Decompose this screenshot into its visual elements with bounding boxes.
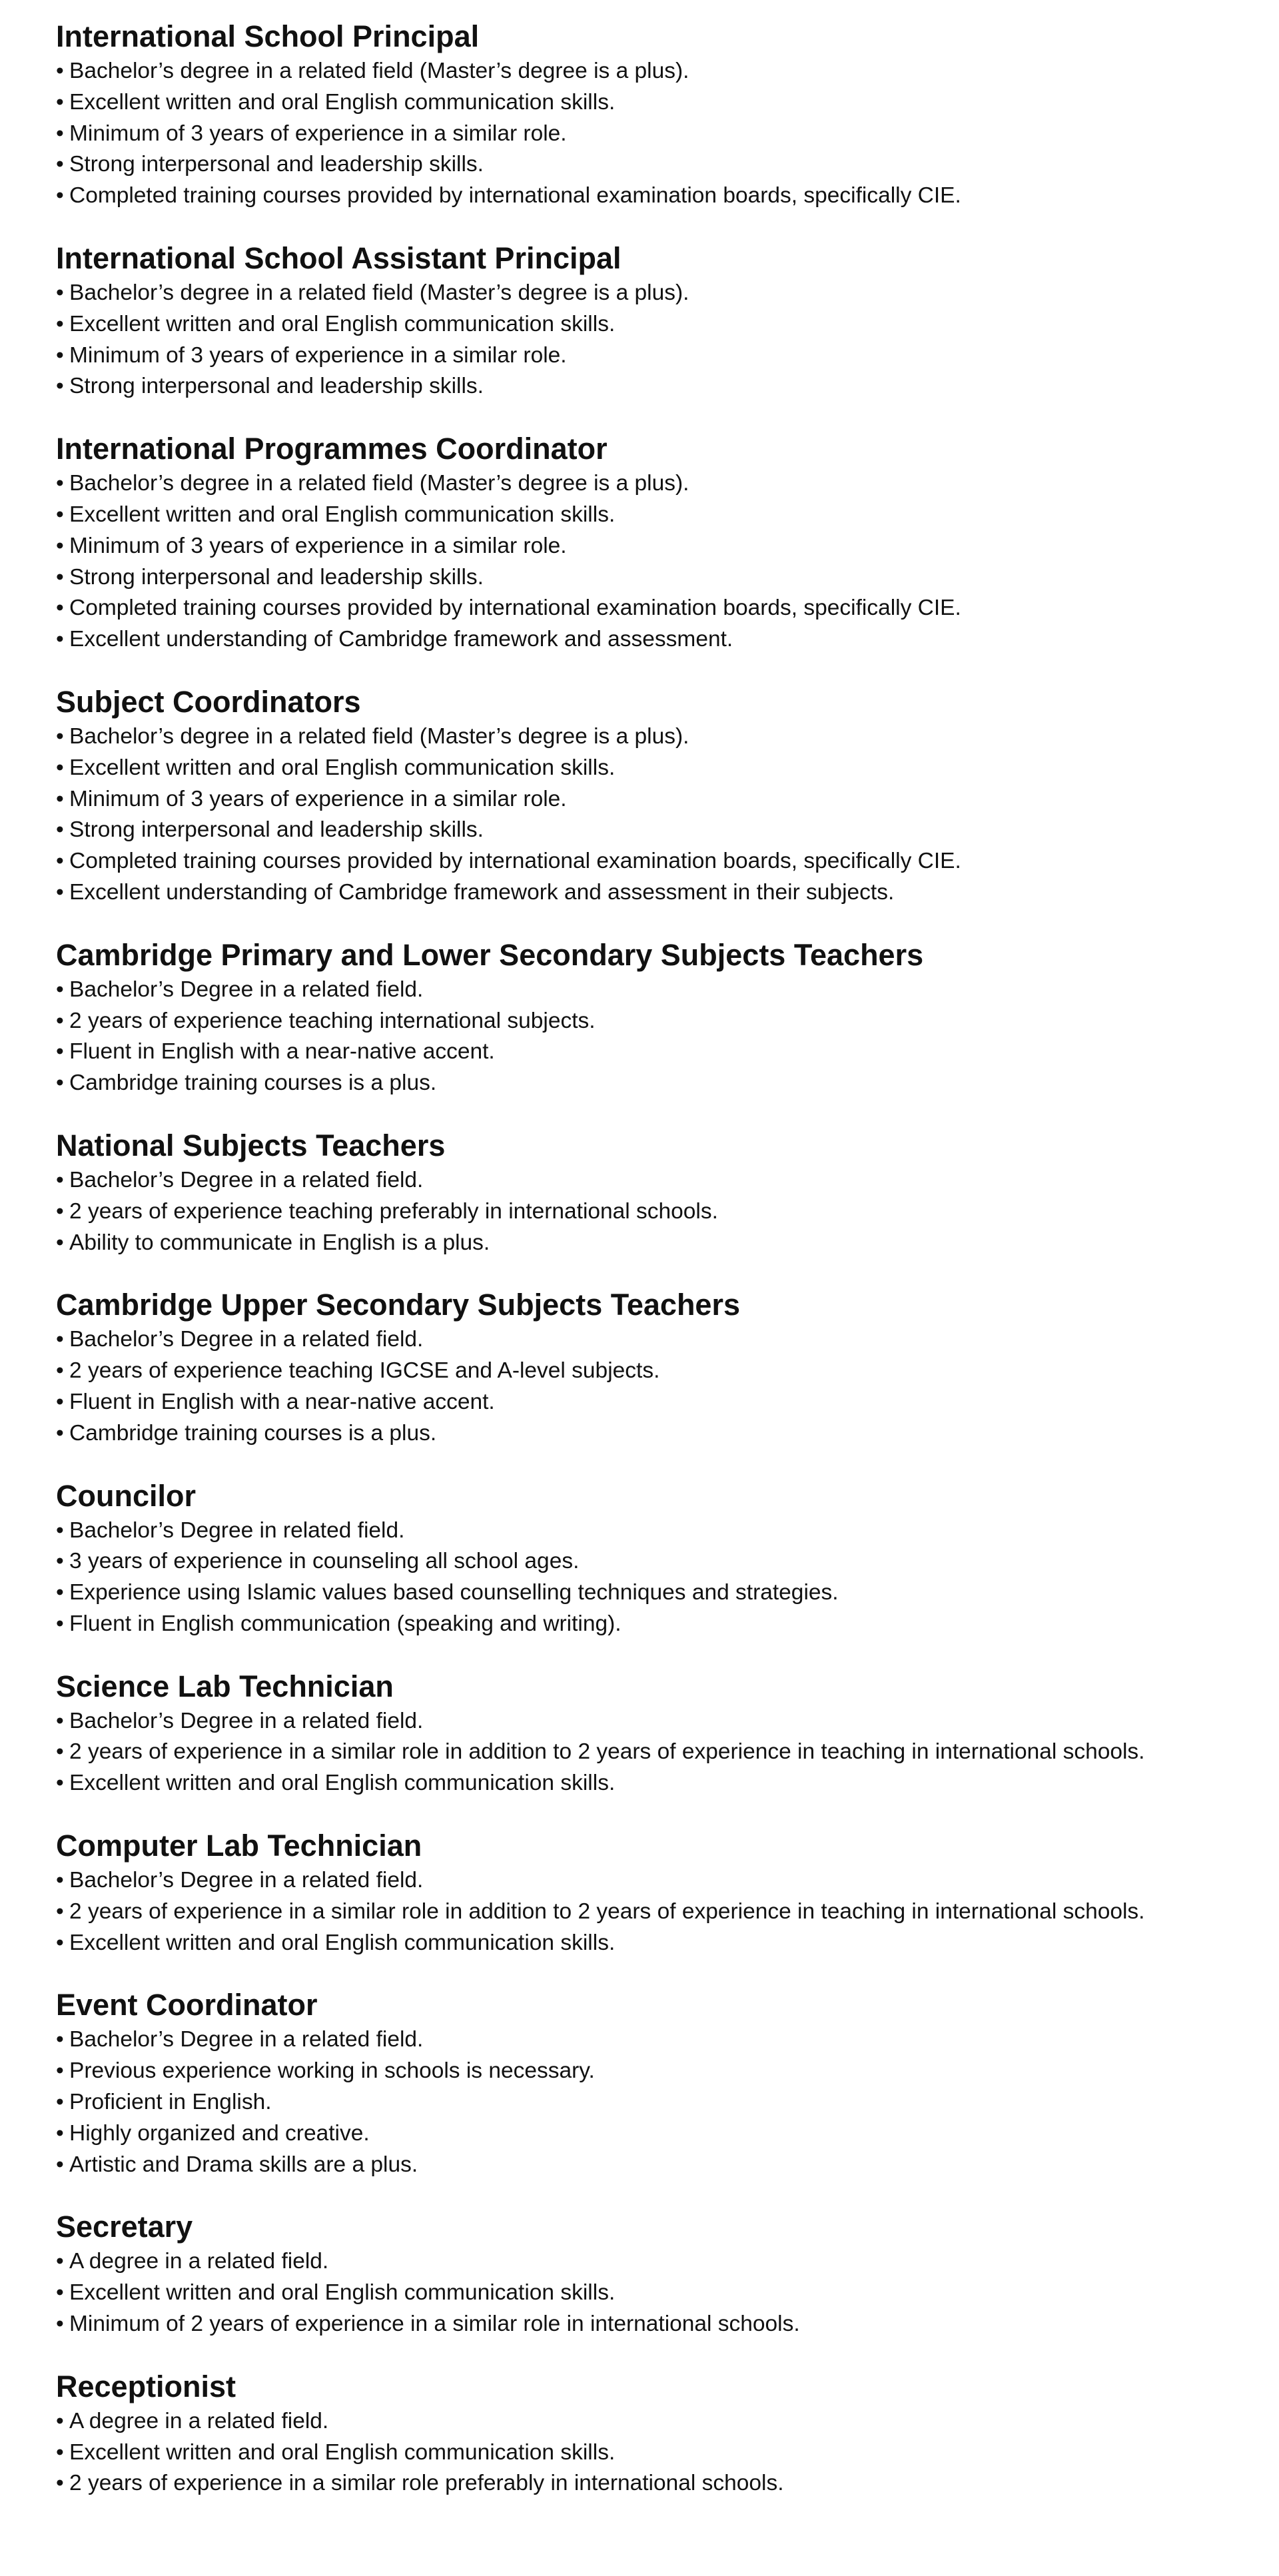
requirement-item [56,1546,1279,1577]
requirements-list [56,468,1279,655]
job-title: National Subjects Teachers [56,1128,446,1162]
requirement-item [56,593,1279,624]
bullet-icon: • [56,1739,64,1765]
requirements-list [56,56,1279,212]
requirement-text: 2 years of experience teaching international subjects. [69,1008,596,1033]
requirement-text: Completed training courses provided by international examination boards, specifically CIE. [69,849,961,874]
requirement-item [56,624,1279,655]
bullet-icon: • [56,2090,64,2115]
requirement-item [56,149,1279,181]
job-title: Computer Lab Technician [56,1829,422,1863]
requirement-text: A degree in a related field. [69,2249,329,2274]
requirement-item [56,2056,1279,2087]
bullet-icon: • [56,2408,64,2433]
job-section [56,19,1279,212]
requirement-item [56,500,1279,531]
job-section [56,431,1279,655]
bullet-icon: • [56,564,64,590]
requirement-item [56,1387,1279,1418]
bullet-icon: • [56,2152,64,2177]
requirement-text: 2 years of experience in a similar role in addition to 2 years of experience in teaching in international schools. [69,1899,1145,1924]
requirement-text: Strong interpersonal and leadership skills. [69,152,484,177]
requirement-item [56,1228,1279,1259]
bullet-icon: • [56,2058,64,2084]
requirement-text: Bachelor’s Degree in a related field. [69,1708,424,1733]
requirement-item [56,2024,1279,2056]
requirement-item [56,1928,1279,1959]
job-title: Cambridge Primary and Lower Secondary Subjects Teachers [56,937,924,972]
bullet-icon: • [56,1580,64,1605]
job-section [56,1828,1279,1958]
bullet-icon: • [56,2439,64,2465]
requirement-item [56,1196,1279,1228]
requirement-item [56,340,1279,372]
requirement-item [56,1577,1279,1609]
requirement-text: Fluent in English with a near-native accent. [69,1039,495,1065]
bullet-icon: • [56,1611,64,1636]
requirement-text: Bachelor’s degree in a related field (Master’s degree is a plus). [69,280,689,305]
requirement-item [56,1515,1279,1547]
requirement-item [56,56,1279,87]
requirements-list [56,721,1279,909]
job-section [56,684,1279,909]
requirement-text: Bachelor’s Degree in a related field. [69,2027,424,2052]
requirement-item [56,1006,1279,1037]
requirement-item [56,181,1279,212]
requirements-list [56,1165,1279,1258]
job-section [56,937,1279,1099]
requirement-item [56,975,1279,1006]
bullet-icon: • [56,627,64,652]
bullet-icon: • [56,849,64,874]
requirements-list [56,1706,1279,1799]
bullet-icon: • [56,2312,64,2337]
requirement-text: Minimum of 3 years of experience in a similar role. [69,121,567,146]
requirement-item [56,119,1279,150]
requirement-item [56,531,1279,562]
requirement-item [56,1737,1279,1768]
requirement-text: Proficient in English. [69,2090,272,2115]
bullet-icon: • [56,2120,64,2146]
bullet-icon: • [56,1420,64,1446]
bullet-icon: • [56,1327,64,1352]
requirement-item [56,562,1279,594]
requirement-text: Bachelor’s degree in a related field (Master’s degree is a plus). [69,471,689,496]
requirement-text: Cambridge training courses is a plus. [69,1071,437,1096]
requirement-item [56,1165,1279,1196]
job-section [56,1669,1279,1799]
bullet-icon: • [56,1071,64,1096]
requirement-item [56,1609,1279,1640]
requirement-text: Excellent written and oral English communication skills. [69,311,616,336]
requirement-item [56,1324,1279,1356]
bullet-icon: • [56,533,64,558]
requirement-text: Minimum of 3 years of experience in a similar role. [69,786,567,811]
requirement-item [56,877,1279,909]
requirement-text: Bachelor’s Degree in a related field. [69,1327,424,1352]
requirement-item [56,309,1279,340]
job-section [56,1128,1279,1258]
job-title: Councilor [56,1478,196,1513]
bullet-icon: • [56,1771,64,1796]
requirement-item [56,815,1279,846]
bullet-icon: • [56,879,64,905]
requirement-text: Excellent written and oral English communication skills. [69,2439,616,2465]
bullet-icon: • [56,280,64,305]
requirement-text: Cambridge training courses is a plus. [69,1420,437,1446]
requirement-item [56,1418,1279,1450]
job-title: International School Assistant Principal [56,240,622,275]
bullet-icon: • [56,311,64,336]
requirement-item [56,2309,1279,2340]
job-section [56,1478,1279,1640]
job-title: Receptionist [56,2369,236,2403]
job-section [56,2209,1279,2340]
bullet-icon: • [56,755,64,780]
requirement-text: Bachelor’s Degree in related field. [69,1517,405,1543]
requirement-text: Bachelor’s Degree in a related field. [69,1868,424,1893]
bullet-icon: • [56,183,64,209]
bullet-icon: • [56,89,64,115]
requirement-text: Minimum of 2 years of experience in a similar role in international schools. [69,2312,800,2337]
requirement-text: 2 years of experience teaching preferably in international schools. [69,1198,718,1224]
requirement-text: Bachelor’s degree in a related field (Master’s degree is a plus). [69,723,689,749]
requirement-item [56,2278,1279,2309]
requirement-item [56,2246,1279,2278]
bullet-icon: • [56,1167,64,1192]
requirement-item [56,721,1279,753]
requirement-text: Ability to communicate in English is a plus. [69,1230,490,1255]
job-title: Science Lab Technician [56,1669,394,1703]
bullet-icon: • [56,1899,64,1924]
requirement-text: Fluent in English communication (speaking and writing). [69,1611,622,1636]
requirement-text: Strong interpersonal and leadership skills. [69,374,484,399]
requirement-item [56,87,1279,119]
requirement-item [56,2468,1279,2499]
requirement-item [56,784,1279,815]
requirement-text: Fluent in English with a near-native accent. [69,1389,495,1414]
bullet-icon: • [56,2027,64,2052]
requirement-item [56,1356,1279,1387]
requirements-list [56,2246,1279,2340]
requirement-text: Strong interpersonal and leadership skills. [69,564,484,590]
requirement-text: Strong interpersonal and leadership skills. [69,817,484,843]
bullet-icon: • [56,121,64,146]
job-title: International School Principal [56,19,480,53]
requirement-text: Excellent understanding of Cambridge framework and assessment. [69,627,733,652]
bullet-icon: • [56,502,64,527]
requirement-text: Minimum of 3 years of experience in a similar role. [69,533,567,558]
requirement-item [56,468,1279,500]
bullet-icon: • [56,1708,64,1733]
requirement-text: Excellent understanding of Cambridge framework and assessment in their subjects. [69,879,895,905]
bullet-icon: • [56,1868,64,1893]
requirement-text: 2 years of experience in a similar role preferably in international schools. [69,2471,784,2496]
bullet-icon: • [56,1198,64,1224]
requirement-text: Excellent written and oral English communication skills. [69,1930,616,1955]
requirement-text: Excellent written and oral English communication skills. [69,502,616,527]
job-title: Subject Coordinators [56,684,361,719]
requirement-text: Minimum of 3 years of experience in a similar role. [69,342,567,368]
bullet-icon: • [56,977,64,1002]
bullet-icon: • [56,1008,64,1033]
bullet-icon: • [56,817,64,843]
requirement-item [56,1068,1279,1099]
requirements-list [56,975,1279,1099]
bullet-icon: • [56,1517,64,1543]
bullet-icon: • [56,723,64,749]
requirements-list [56,2024,1279,2180]
bullet-icon: • [56,596,64,621]
job-title: Cambridge Upper Secondary Subjects Teachers [56,1288,741,1322]
job-section [56,1987,1279,2180]
requirement-text: Completed training courses provided by international examination boards, specifically CIE. [69,596,961,621]
bullet-icon: • [56,2249,64,2274]
bullet-icon: • [56,2280,64,2306]
requirement-text: Excellent written and oral English communication skills. [69,1771,616,1796]
requirements-list [56,2406,1279,2499]
requirement-text: 2 years of experience in a similar role in addition to 2 years of experience in teaching in international schools. [69,1739,1145,1765]
bullet-icon: • [56,786,64,811]
job-title: Secretary [56,2210,193,2244]
requirement-item [56,2406,1279,2437]
requirement-text: Excellent written and oral English communication skills. [69,2280,616,2306]
job-section [56,2369,1279,2499]
bullet-icon: • [56,1389,64,1414]
requirement-text: Bachelor’s degree in a related field (Master’s degree is a plus). [69,59,689,83]
requirement-item [56,2118,1279,2150]
requirement-item [56,1865,1279,1897]
requirement-text: Previous experience working in schools is necessary. [69,2058,595,2084]
bullet-icon: • [56,2471,64,2496]
bullet-icon: • [56,1230,64,1255]
bullet-icon: • [56,1930,64,1955]
requirement-text: Completed training courses provided by international examination boards, specifically CIE. [69,183,961,209]
bullet-icon: • [56,152,64,177]
requirement-item [56,1897,1279,1928]
requirement-item [56,371,1279,402]
requirement-item [56,753,1279,784]
requirement-text: Bachelor’s Degree in a related field. [69,1167,424,1192]
requirement-item [56,2437,1279,2469]
requirements-list [56,278,1279,402]
requirements-list [56,1865,1279,1958]
requirement-text: Highly organized and creative. [69,2120,370,2146]
requirement-text: Excellent written and oral English communication skills. [69,89,616,115]
requirement-item [56,1768,1279,1799]
requirement-item [56,278,1279,309]
requirement-text: Bachelor’s Degree in a related field. [69,977,424,1002]
requirement-text: Artistic and Drama skills are a plus. [69,2152,418,2177]
job-section [56,240,1279,402]
bullet-icon: • [56,1358,64,1384]
requirements-list [56,1324,1279,1449]
requirement-text: 2 years of experience teaching IGCSE and A-level subjects. [69,1358,660,1384]
bullet-icon: • [56,342,64,368]
requirement-text: 3 years of experience in counseling all school ages. [69,1549,580,1574]
bullet-icon: • [56,1549,64,1574]
requirement-item [56,2150,1279,2181]
requirements-list [56,1515,1279,1640]
bullet-icon: • [56,471,64,496]
requirement-item [56,1706,1279,1737]
requirement-item [56,1037,1279,1068]
requirement-text: Excellent written and oral English communication skills. [69,755,616,780]
requirement-item [56,846,1279,877]
job-title: Event Coordinator [56,1988,318,2022]
requirement-text: Experience using Islamic values based counselling techniques and strategies. [69,1580,839,1605]
requirement-item [56,2087,1279,2118]
requirement-text: A degree in a related field. [69,2408,329,2433]
job-section [56,1287,1279,1449]
job-title: International Programmes Coordinator [56,432,608,466]
bullet-icon: • [56,1039,64,1065]
bullet-icon: • [56,374,64,399]
bullet-icon: • [56,59,64,83]
